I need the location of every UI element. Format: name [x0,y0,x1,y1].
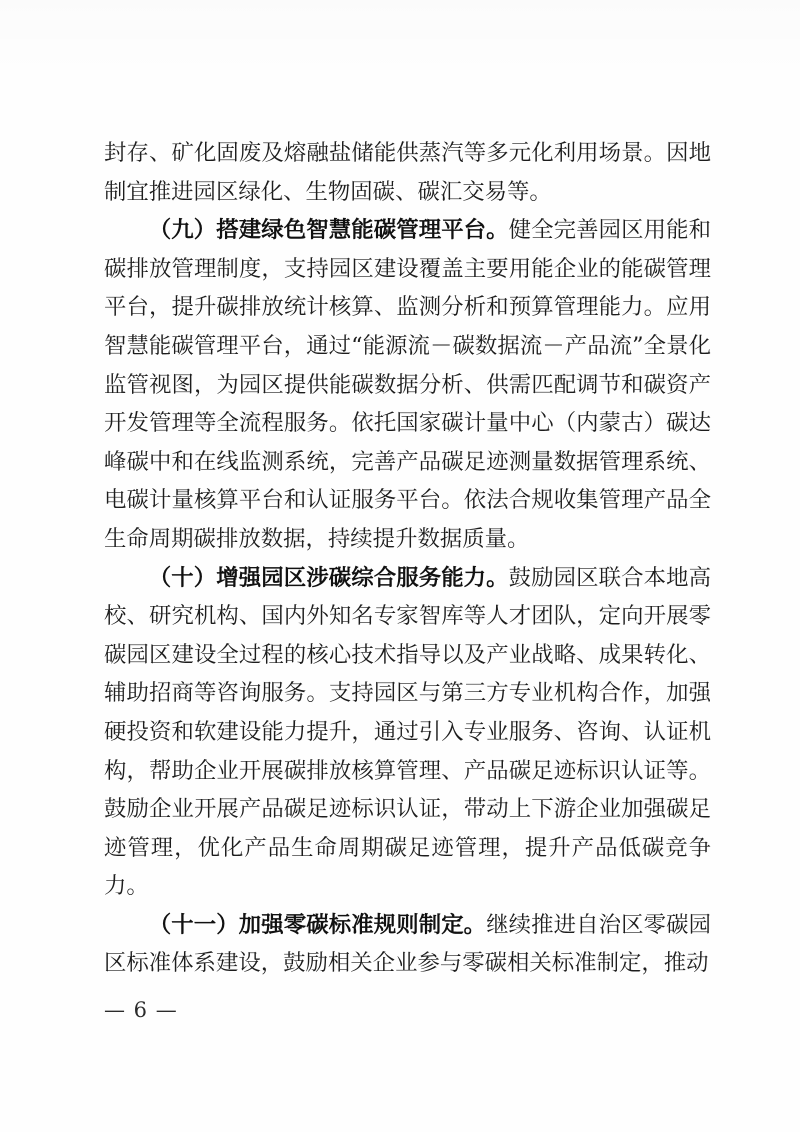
paragraph-heading: （十一）加强零碳标准规则制定。 [148,911,487,938]
document-body [104,134,711,983]
paragraph-heading: （十）增强园区涉碳综合服务能力。 [148,564,509,591]
scan-noise-artifact [0,0,800,130]
para-item-9 [104,211,711,558]
paragraph-text: 鼓励园区联合本地高校、研究机构、国内外知名专家智库等人才团队，定向开展零碳园区建设全过程的核心技术指导以及产业战略、成果转化、辅助招商等咨询服务。支持园区与第三方专业机构合作，加强硬投资和软建设能力提升，通过引入专业服务、咨询、认证机构，帮助企业开展碳排放核算管理、产品碳足迹标识认证等。鼓励企业开展产品碳足迹标识认证，带动上下游企业加强碳足迹管理，优化产品生命周期碳足迹管理，提升产品低碳竞争力。 [104,564,711,900]
page-number: — 6 — [104,998,178,1022]
paragraph-text: 继续推进自治区零碳园区标准体系建设，鼓励相关企业参与零碳相关标准制定，推动 [104,911,712,977]
para-item-10 [104,559,711,906]
paragraph-text: 健全完善园区用能和碳排放管理制度，支持园区建设覆盖主要用能企业的能碳管理平台，提升碳排放统计核算、监测分析和预算管理能力。应用智慧能碳管理平台，通过“能源流－碳数据流－产品流”全景化监管视图，为园区提供能碳数据分析、供需匹配调节和碳资产开发管理等全流程服务。依托国家碳计量中心（内蒙古）碳达峰碳中和在线监测系统，完善产品碳足迹测量数据管理系统、电碳计量核算平台和认证服务平台。依法合规收集管理产品全生命周期碳排放数据，持续提升数据质量。 [104,217,711,552]
para-continuation [104,134,711,211]
para-item-11 [104,906,711,983]
paragraph-heading: （九）搭建绿色智慧能碳管理平台。 [148,217,509,244]
paragraph-text: 封存、矿化固废及熔融盐储能供蒸汽等多元化利用场景。因地制宜推进园区绿化、生物固碳、碳汇交易等。 [104,140,711,205]
